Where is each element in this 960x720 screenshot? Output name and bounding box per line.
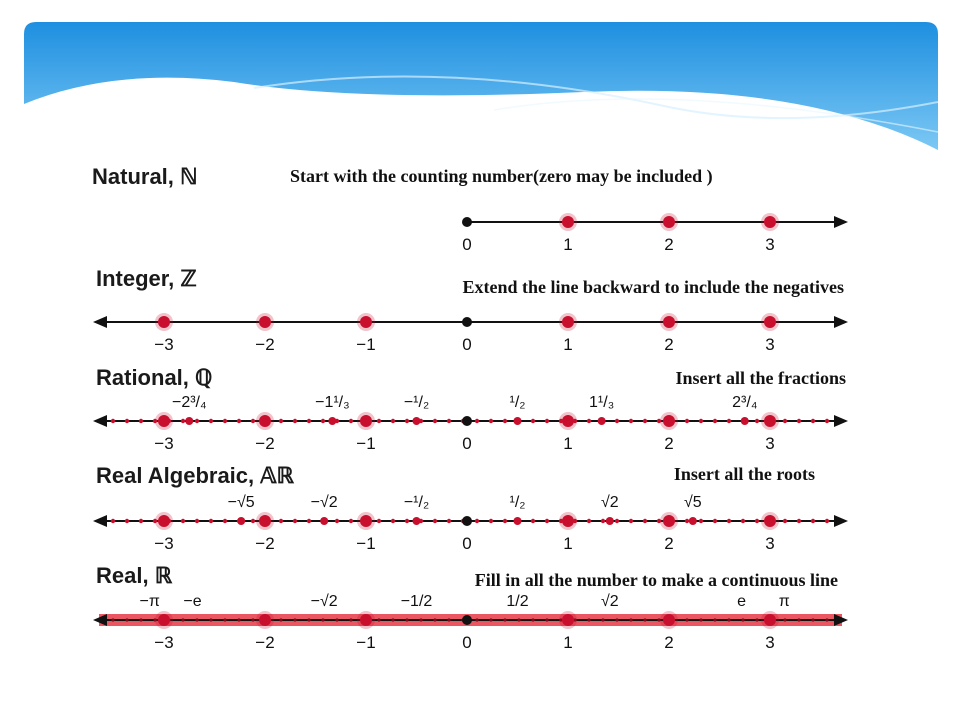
dense-point (111, 419, 115, 423)
dense-point (503, 519, 507, 523)
integer-point (259, 614, 271, 626)
integer-point (562, 415, 574, 427)
tick-label: −2 (255, 335, 275, 354)
dense-point (237, 618, 240, 621)
dense-point (685, 419, 689, 423)
integer-point (360, 415, 372, 427)
dense-point (643, 419, 647, 423)
dense-point (811, 618, 814, 621)
dense-point (279, 519, 283, 523)
dense-point (601, 618, 604, 621)
inserted-value-label: √5 (683, 494, 702, 511)
inserted-value-label: −e (183, 593, 202, 610)
section-integer (93, 266, 848, 354)
dense-point (587, 419, 591, 423)
integer-point (158, 515, 170, 527)
dense-point (139, 419, 143, 423)
dense-point (447, 419, 451, 423)
right-arrowhead (834, 415, 848, 427)
integer-point (663, 316, 675, 328)
integer-point (663, 515, 675, 527)
dense-point (503, 618, 506, 621)
tick-label: −2 (255, 534, 275, 553)
inserted-value-label: −√2 (310, 494, 338, 511)
dense-point (601, 519, 605, 523)
dense-point (181, 618, 184, 621)
dense-point (293, 419, 297, 423)
tick-label: 0 (462, 434, 472, 453)
inserted-point (514, 417, 522, 425)
dense-point (489, 519, 493, 523)
integer-point (764, 614, 776, 626)
dense-point (587, 519, 591, 523)
dense-point (139, 618, 142, 621)
inserted-point (741, 417, 749, 425)
dense-point (629, 519, 633, 523)
dense-point (755, 419, 759, 423)
dense-point (377, 419, 381, 423)
tick-label: −1 (356, 633, 376, 652)
right-arrowhead (834, 316, 848, 328)
inserted-point (606, 517, 614, 525)
inserted-point (185, 417, 193, 425)
integer-point (562, 216, 574, 228)
dense-point (111, 618, 114, 621)
dense-point (111, 519, 115, 523)
tick-label: −2 (255, 633, 275, 652)
dense-point (209, 419, 213, 423)
dense-point (615, 618, 618, 621)
section-natural (92, 164, 848, 254)
integer-point (562, 515, 574, 527)
dense-point (405, 419, 409, 423)
tick-label: 3 (765, 335, 775, 354)
dense-point (503, 419, 507, 423)
dense-point (335, 519, 339, 523)
inserted-value-label: −2³/₄ (171, 394, 207, 411)
integer-point (562, 614, 574, 626)
tick-label: 1 (563, 434, 573, 453)
dense-point (475, 419, 479, 423)
dense-point (713, 419, 717, 423)
section-title: Rational, ℚ (96, 365, 213, 390)
left-arrowhead (93, 515, 107, 527)
inserted-value-label: ¹/₂ (509, 394, 526, 411)
integer-point (158, 316, 170, 328)
inserted-point (514, 517, 522, 525)
inserted-value-label: √2 (600, 494, 619, 511)
dense-point (181, 419, 185, 423)
section-real (93, 563, 848, 652)
dense-point (321, 419, 325, 423)
section-description: Extend the line backward to include the negatives (462, 277, 844, 297)
dense-point (783, 419, 787, 423)
integer-point (158, 415, 170, 427)
tick-label: 0 (462, 534, 472, 553)
dense-point (545, 519, 549, 523)
section-description: Start with the counting number(zero may be included ) (290, 166, 713, 186)
tick-label: −3 (154, 534, 174, 553)
dense-point (125, 618, 128, 621)
dense-point (741, 519, 745, 523)
integer-point (158, 614, 170, 626)
dense-point (251, 419, 255, 423)
dense-point (139, 519, 143, 523)
integer-point (259, 515, 271, 527)
dense-point (699, 519, 703, 523)
dense-point (447, 618, 450, 621)
dense-point (797, 519, 801, 523)
tick-label: −3 (154, 335, 174, 354)
dense-point (545, 419, 549, 423)
dense-point (307, 419, 311, 423)
dense-point (741, 618, 744, 621)
tick-label: 3 (765, 534, 775, 553)
dense-point (531, 419, 535, 423)
section-title: Natural, ℕ (92, 164, 198, 189)
dense-point (727, 419, 731, 423)
dense-point (489, 419, 493, 423)
dense-point (629, 618, 632, 621)
dense-point (307, 519, 311, 523)
zero-point (462, 516, 472, 526)
inserted-value-label: −1¹/₃ (315, 394, 350, 411)
inserted-value-label: −√5 (227, 494, 255, 511)
tick-label: 3 (765, 235, 775, 254)
dense-point (125, 519, 129, 523)
integer-point (764, 316, 776, 328)
dense-point (643, 519, 647, 523)
dense-point (223, 519, 227, 523)
integer-point (360, 316, 372, 328)
tick-label: 3 (765, 633, 775, 652)
dense-point (545, 618, 548, 621)
dense-point (727, 519, 731, 523)
inserted-value-label: 1/2 (506, 593, 529, 610)
section-description: Fill in all the number to make a continuous line (474, 570, 838, 590)
tick-label: 2 (664, 335, 674, 354)
inserted-value-label: −π (139, 593, 160, 610)
integer-point (764, 415, 776, 427)
dense-point (629, 419, 633, 423)
dense-point (755, 618, 758, 621)
dense-point (349, 419, 353, 423)
dense-point (125, 419, 129, 423)
tick-label: 1 (563, 633, 573, 652)
dense-point (335, 618, 338, 621)
inserted-point (320, 517, 328, 525)
inserted-value-label: −√2 (310, 593, 338, 610)
inserted-value-label: −¹/₂ (403, 394, 430, 411)
dense-point (391, 419, 395, 423)
inserted-value-label: 2³/₄ (732, 394, 758, 411)
dense-point (391, 519, 395, 523)
dense-point (825, 419, 829, 423)
dense-point (699, 618, 702, 621)
dense-point (181, 519, 185, 523)
dense-point (195, 618, 198, 621)
dense-point (713, 519, 717, 523)
inserted-value-label: ¹/₂ (509, 494, 526, 511)
integer-point (663, 614, 675, 626)
dense-point (587, 618, 590, 621)
tick-label: 2 (664, 434, 674, 453)
inserted-value-label: √2 (600, 593, 619, 610)
dense-point (377, 618, 380, 621)
dense-point (685, 618, 688, 621)
dense-point (643, 618, 646, 621)
dense-point (783, 519, 787, 523)
dense-point (391, 618, 394, 621)
dense-point (433, 618, 436, 621)
dense-point (195, 519, 199, 523)
integer-point (663, 216, 675, 228)
tick-label: 2 (664, 534, 674, 553)
right-arrowhead (834, 515, 848, 527)
zero-point (462, 217, 472, 227)
dense-point (293, 618, 296, 621)
dense-point (419, 618, 422, 621)
inserted-value-label: 1¹/₃ (589, 394, 615, 411)
dense-point (377, 519, 381, 523)
integer-point (562, 316, 574, 328)
tick-label: −1 (356, 534, 376, 553)
tick-label: 0 (462, 335, 472, 354)
dense-point (727, 618, 730, 621)
inserted-value-label: e (737, 593, 746, 610)
dense-point (223, 618, 226, 621)
section-description: Insert all the fractions (675, 368, 846, 388)
dense-point (405, 618, 408, 621)
dense-point (713, 618, 716, 621)
dense-point (433, 519, 437, 523)
section-title: Real Algebraic, 𝔸ℝ (96, 463, 294, 488)
inserted-point (689, 517, 697, 525)
tick-label: 1 (563, 335, 573, 354)
dense-point (517, 618, 520, 621)
dense-point (405, 519, 409, 523)
dense-point (307, 618, 310, 621)
tick-label: 2 (664, 633, 674, 652)
zero-point (462, 317, 472, 327)
right-arrowhead (834, 216, 848, 228)
section-real-algebraic (93, 463, 848, 553)
inserted-value-label: −¹/₂ (403, 494, 430, 511)
dense-point (825, 519, 829, 523)
inserted-point (328, 417, 336, 425)
dense-point (475, 618, 478, 621)
dense-point (825, 618, 828, 621)
dense-point (447, 519, 451, 523)
left-arrowhead (93, 316, 107, 328)
dense-point (433, 419, 437, 423)
tick-label: −1 (356, 335, 376, 354)
integer-point (764, 515, 776, 527)
dense-point (797, 618, 800, 621)
inserted-value-label: π (778, 593, 790, 610)
dense-point (195, 419, 199, 423)
integer-point (663, 415, 675, 427)
tick-label: −3 (154, 633, 174, 652)
section-rational (93, 365, 848, 453)
tick-label: −2 (255, 434, 275, 453)
tick-label: 1 (563, 534, 573, 553)
dense-point (237, 419, 241, 423)
integer-point (259, 415, 271, 427)
inserted-point (237, 517, 245, 525)
dense-point (209, 519, 213, 523)
tick-label: 1 (563, 235, 573, 254)
tick-label: −3 (154, 434, 174, 453)
dense-point (615, 419, 619, 423)
dense-point (251, 519, 255, 523)
dense-point (811, 419, 815, 423)
zero-point (462, 615, 472, 625)
dense-point (489, 618, 492, 621)
inserted-point (598, 417, 606, 425)
dense-point (811, 519, 815, 523)
tick-label: 2 (664, 235, 674, 254)
section-title: Real, ℝ (96, 563, 173, 588)
dense-point (699, 419, 703, 423)
dense-point (349, 618, 352, 621)
integer-point (764, 216, 776, 228)
inserted-value-label: −1/2 (400, 593, 433, 610)
dense-point (251, 618, 254, 621)
dense-point (475, 519, 479, 523)
tick-label: 0 (462, 235, 472, 254)
tick-label: −1 (356, 434, 376, 453)
section-title: Integer, ℤ (96, 266, 197, 291)
dense-point (685, 519, 689, 523)
dense-point (531, 618, 534, 621)
inserted-point (413, 517, 421, 525)
tick-label: 0 (462, 633, 472, 652)
dense-point (209, 618, 212, 621)
dense-point (279, 419, 283, 423)
section-description: Insert all the roots (673, 464, 815, 484)
integer-point (360, 614, 372, 626)
dense-point (321, 618, 324, 621)
dense-point (797, 419, 801, 423)
dense-point (531, 519, 535, 523)
dense-point (223, 419, 227, 423)
inserted-point (413, 417, 421, 425)
left-arrowhead (93, 415, 107, 427)
dense-point (615, 519, 619, 523)
dense-point (755, 519, 759, 523)
dense-point (279, 618, 282, 621)
integer-point (360, 515, 372, 527)
tick-label: 3 (765, 434, 775, 453)
dense-point (293, 519, 297, 523)
dense-point (783, 618, 786, 621)
dense-point (349, 519, 353, 523)
zero-point (462, 416, 472, 426)
integer-point (259, 316, 271, 328)
